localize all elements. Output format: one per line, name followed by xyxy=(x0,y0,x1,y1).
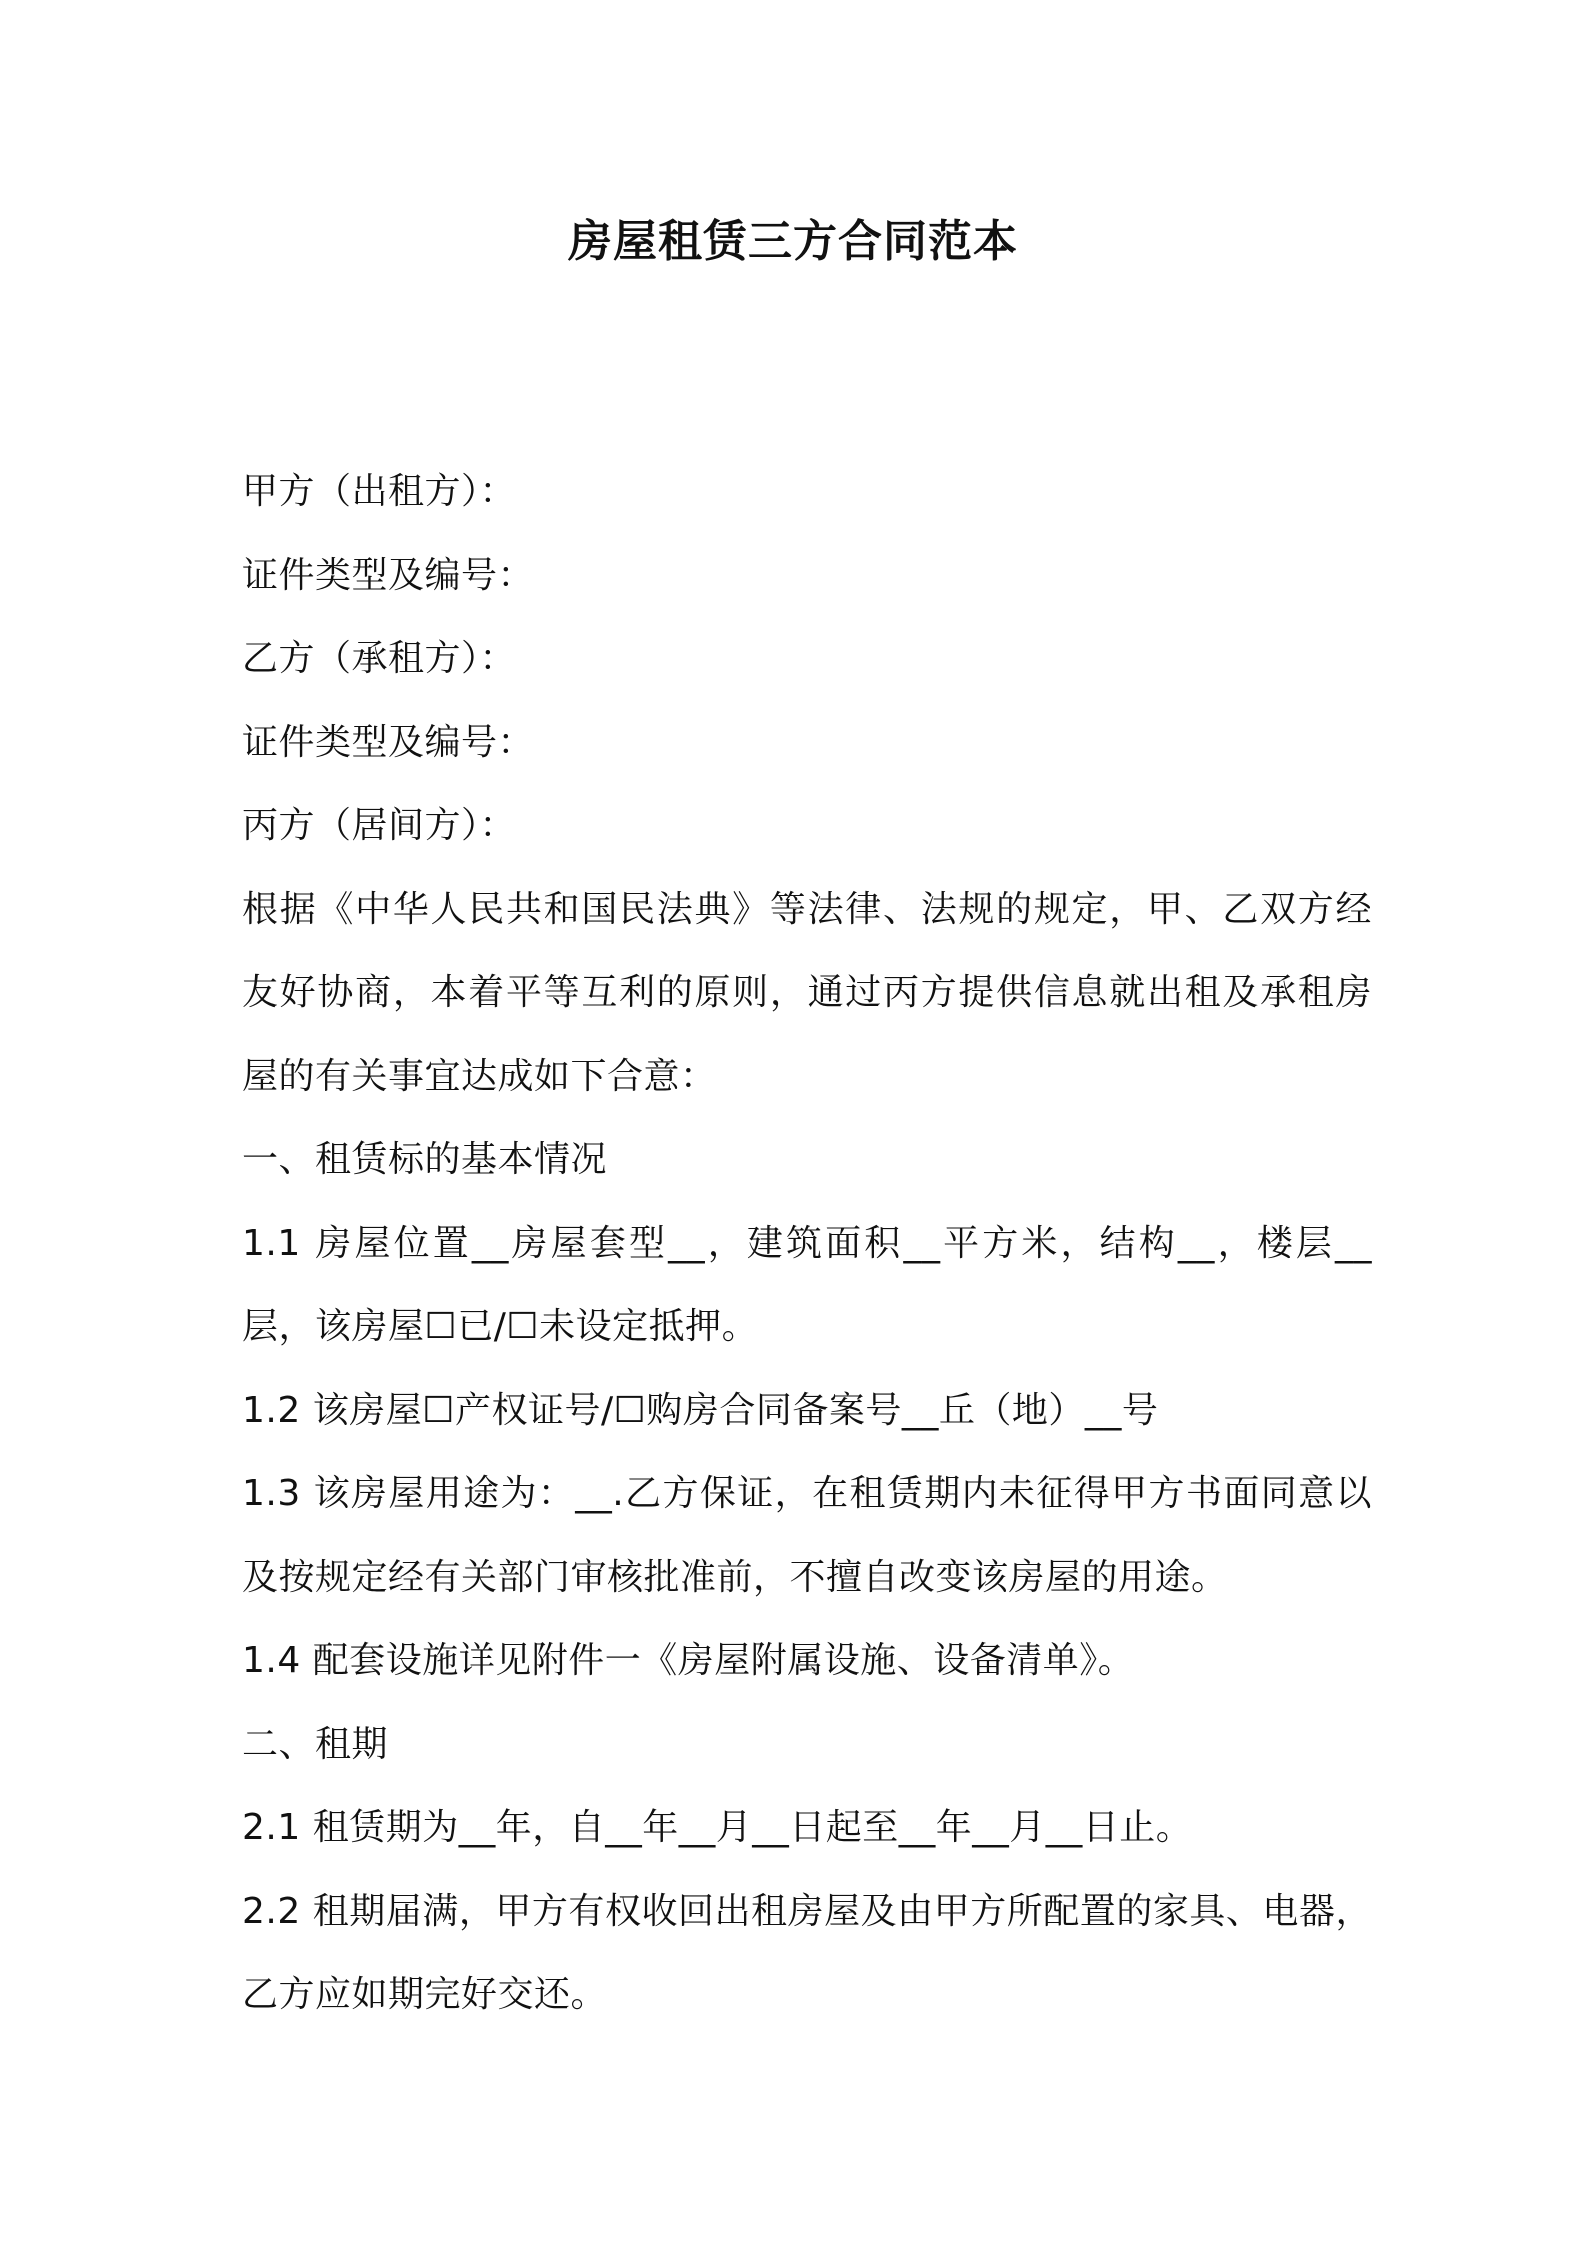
party-b-id-line: 证件类型及编号： xyxy=(242,721,535,763)
clause-1-1 xyxy=(242,1202,1372,1369)
document-title: 房屋租赁三方合同范本 xyxy=(568,216,1018,267)
clause-2-2 xyxy=(242,1870,1372,2037)
clause-1-4: 1.4 配套设施详见附件一《房屋附属设施、设备清单》。 xyxy=(242,1640,1135,1681)
document-body xyxy=(242,450,1372,2037)
clause-line: 及按规定经有关部门审核批准前，不擅自改变该房屋的用途。 xyxy=(242,1556,1228,1598)
clause-line: 层，该房屋☐已/☐未设定抵押。 xyxy=(242,1306,759,1347)
section-2-heading: 二、租期 xyxy=(242,1723,389,1765)
clause-1-3 xyxy=(242,1452,1372,1619)
clause-2-1: 2.1 租赁期为__年，自__年__月__日起至__年__月__日止。 xyxy=(242,1807,1193,1848)
preamble-paragraph xyxy=(242,868,1372,1119)
party-a-id-line: 证件类型及编号： xyxy=(242,554,535,596)
preamble-line: 根据《中华人民共和国民法典》等法律、法规的规定，甲、乙双方经 xyxy=(242,888,1372,930)
clause-line: 1.1 房屋位置__房屋套型__，建筑面积__平方米，结构__，楼层__ xyxy=(242,1222,1372,1264)
clause-1-2: 1.2 该房屋☐产权证号/☐购房合同备案号__丘（地）__号 xyxy=(242,1389,1159,1431)
party-a-line: 甲方（出租方）： xyxy=(242,471,517,512)
preamble-line: 屋的有关事宜达成如下合意： xyxy=(242,1055,717,1097)
section-1-heading: 一、租赁标的基本情况 xyxy=(242,1139,608,1180)
clause-line: 1.3 该房屋用途为：__.乙方保证，在租赁期内未征得甲方书面同意以 xyxy=(242,1473,1372,1514)
clause-line: 乙方应如期完好交还。 xyxy=(242,1974,608,2015)
party-b-line: 乙方（承租方）： xyxy=(242,638,517,679)
party-c-line: 丙方（居间方）： xyxy=(242,805,517,846)
clause-line: 2.2 租期届满，甲方有权收回出租房屋及由甲方所配置的家具、电器， xyxy=(242,1890,1372,1932)
preamble-line: 友好协商，本着平等互利的原则，通过丙方提供信息就出租及承租房 xyxy=(242,972,1372,1013)
